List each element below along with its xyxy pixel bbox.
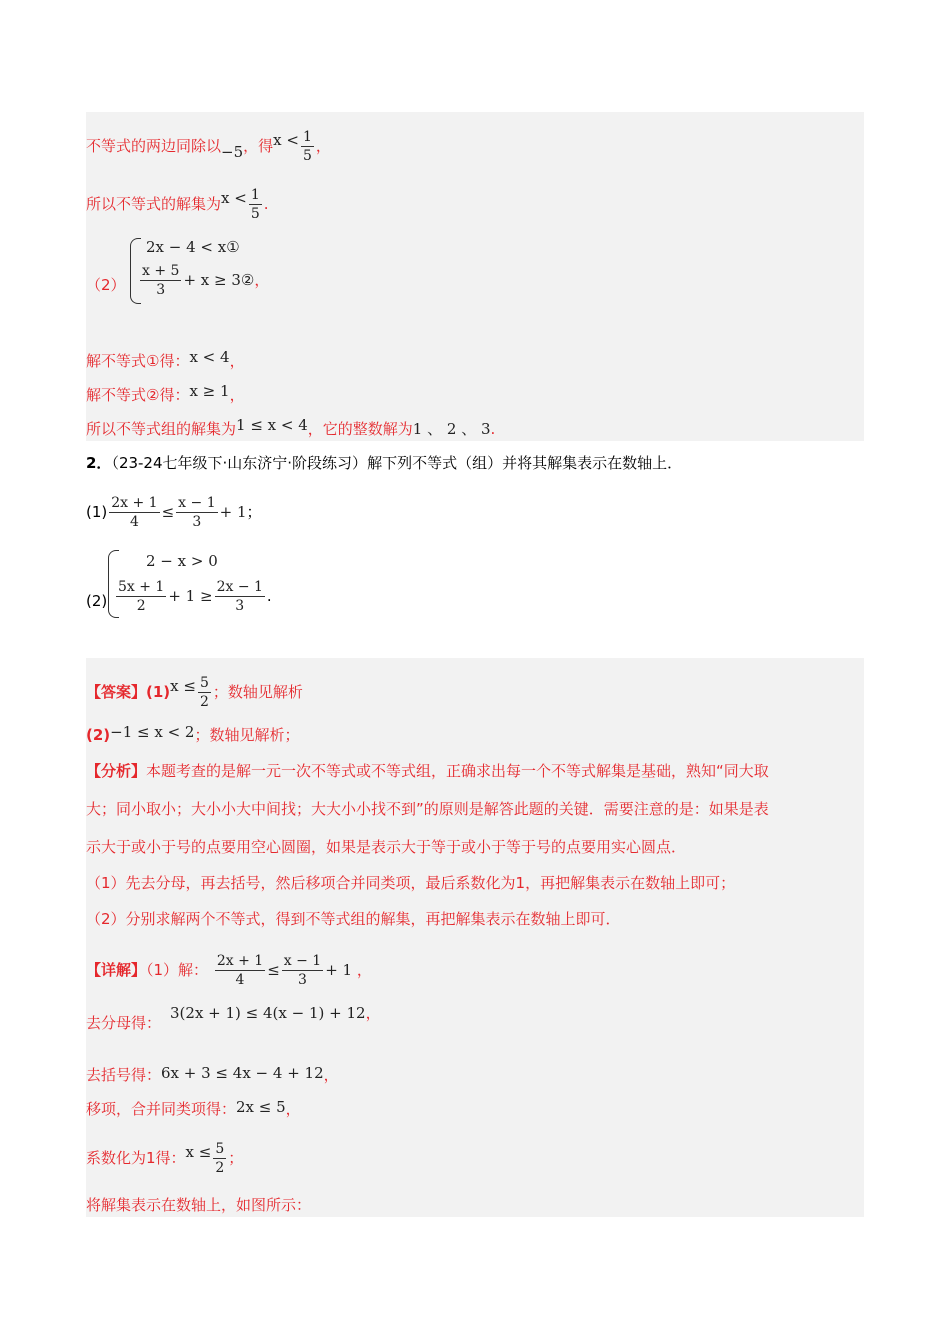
text: ，: [323, 1066, 339, 1084]
numerator: 5: [215, 1141, 225, 1157]
answer-label: 【答案】: [86, 683, 147, 701]
math-expr: + 1: [325, 961, 353, 979]
problem-2-eq1: 2 − x > 0: [146, 552, 218, 570]
step-clear-denominators-math: [170, 1002, 381, 1024]
text: ；: [246, 503, 262, 521]
answer-line-1: [86, 674, 303, 711]
fraction: [198, 674, 211, 711]
numerator: x − 1: [178, 495, 216, 511]
numerator: 1: [302, 129, 312, 145]
system-eq2: [138, 262, 269, 299]
denominator: 5: [250, 206, 260, 222]
numerator: 2x + 1: [111, 495, 158, 511]
numerator: x − 1: [283, 953, 322, 969]
denominator: 3: [298, 972, 307, 988]
math-expr: + 1: [219, 503, 247, 521]
fraction: [140, 262, 181, 299]
fraction: [215, 952, 265, 989]
text: 去括号得：: [86, 1066, 162, 1084]
text: ，: [285, 1100, 301, 1118]
text: ；数轴见解析；: [194, 726, 300, 744]
solve-ineq1-line: [86, 350, 245, 372]
denominator: 3: [156, 282, 166, 298]
text: 去分母得：: [86, 1014, 162, 1032]
numerator: x + 5: [142, 263, 180, 279]
fraction: [249, 186, 262, 223]
question-prompt: 解下列不等式（组）并将其解集表示在数轴上．: [367, 454, 683, 472]
detail-line: [86, 952, 372, 989]
fraction: [301, 128, 314, 165]
denominator: 4: [235, 972, 245, 988]
fraction: [109, 494, 159, 531]
math-expr: + 1 ≥: [168, 587, 213, 605]
problem-label: (1): [86, 503, 108, 521]
denominator: 3: [235, 598, 245, 614]
answer-part-label: (2): [86, 726, 111, 744]
text: ，得: [243, 137, 274, 155]
solve-ineq2-line: [86, 384, 245, 406]
math-op: ≤: [161, 503, 175, 521]
text: ，: [315, 137, 331, 155]
step-remove-brackets: [86, 1064, 339, 1086]
numerator: 5x + 1: [118, 579, 165, 595]
step-coefficient: [86, 1140, 243, 1177]
problem-2-eq2: [114, 578, 272, 615]
math-expr: x ≤: [170, 677, 196, 695]
numerator: 5: [199, 675, 209, 691]
math-expr: 6x + 3 ≤ 4x − 4 + 12: [161, 1064, 324, 1082]
fraction: [116, 578, 166, 615]
text: 解不等式②得：: [86, 386, 190, 404]
denominator: 4: [129, 514, 139, 530]
fraction: [282, 952, 323, 989]
analysis-line-2: 大；同小取小；大小小大中间找；大大小小找不到”的原则是解答此题的关键．需要注意的是：如果是表: [86, 800, 769, 818]
step-clear-denominators: [86, 1012, 161, 1034]
math-expr: 1 ≤ x < 4: [236, 416, 308, 434]
analysis-line-3: 示大于或小于号的点要用空心圆圈，如果是表示大于等于或小于等于号的点要用实心圆点．: [86, 838, 687, 856]
question-header: [86, 452, 682, 474]
analysis-label: 【分析】: [86, 762, 147, 780]
math-expr: x <: [221, 189, 247, 207]
answer-line-2: [86, 724, 300, 746]
math-expr: x ≤: [185, 1143, 212, 1161]
math-expr: x ≥ 1: [189, 382, 230, 400]
numerator: 2x − 1: [216, 579, 263, 595]
math-expr: −1 ≤ x < 2: [110, 723, 195, 741]
text: ，: [229, 352, 245, 370]
denominator: 2: [215, 1160, 225, 1176]
system-label: （2）: [86, 276, 126, 294]
text: 系数化为1得：: [86, 1149, 186, 1167]
text: ，: [229, 386, 245, 404]
detail-label: 【详解】: [86, 961, 147, 979]
fraction: [213, 1140, 226, 1177]
answer-part-label: (1): [146, 683, 171, 701]
denominator: 2: [199, 694, 209, 710]
question-number: 2．: [86, 454, 112, 472]
text: （1）解：: [146, 961, 209, 979]
text: .: [263, 195, 269, 213]
text: 解不等式①得：: [86, 352, 190, 370]
text: ，: [356, 961, 372, 979]
step-2: （2）分别求解两个不等式，得到不等式组的解集，再把解集表示在数轴上即可．: [86, 910, 621, 928]
system-eq1: 2x − 4 < x①: [146, 238, 240, 256]
fraction: [215, 578, 265, 615]
text: 不等式的两边同除以: [86, 137, 222, 155]
problem-1: [86, 494, 262, 531]
math-expr: 2x ≤ 5: [236, 1098, 286, 1116]
denominator: 5: [302, 148, 312, 164]
text: 移项，合并同类项得：: [86, 1100, 237, 1118]
denominator: 3: [192, 514, 202, 530]
math-expr: x <: [273, 131, 299, 149]
solution-set-line: [86, 186, 269, 223]
step-number-line: 将解集表示在数轴上，如图所示：: [86, 1196, 312, 1214]
text: ，: [254, 271, 270, 289]
text: 本题考查的是解一元一次不等式或不等式组，正确求出每一个不等式解集是基础，熟知“同大取: [146, 762, 769, 780]
text: ，它的整数解为: [307, 420, 413, 438]
text: ；数轴见解析: [212, 683, 303, 701]
text: ，: [365, 1004, 381, 1022]
math-expr: 3(2x + 1) ≤ 4(x − 1) + 12: [170, 1004, 366, 1022]
analysis-line-1: [86, 760, 769, 782]
step-combine-terms: [86, 1098, 301, 1120]
numerator: 2x + 1: [216, 953, 264, 969]
text: .: [490, 420, 496, 438]
math-expr: x < 4: [189, 348, 230, 366]
text: 所以不等式组的解集为: [86, 420, 237, 438]
numerator: 1: [250, 187, 260, 203]
fraction: [176, 494, 217, 531]
denominator: 2: [136, 598, 146, 614]
text: ；: [228, 1149, 244, 1167]
math-op: ≤: [267, 961, 280, 979]
math-expr: + x ≥ 3②: [183, 271, 255, 289]
text: 所以不等式的解集为: [86, 195, 222, 213]
text: .: [266, 587, 272, 605]
problem-2-label: (2): [86, 592, 108, 610]
step-1: （1）先去分母，再去括号，然后移项合并同类项，最后系数化为1，再把解集表示在数轴上即可；: [86, 874, 736, 892]
divide-line: [86, 128, 331, 165]
math-value: −5: [221, 143, 244, 161]
question-source: （23-24七年级下·山东济宁·阶段练习）: [111, 454, 368, 472]
integer-solutions: 1 、 2 、 3: [412, 420, 491, 438]
final-solution-line: [86, 418, 495, 440]
